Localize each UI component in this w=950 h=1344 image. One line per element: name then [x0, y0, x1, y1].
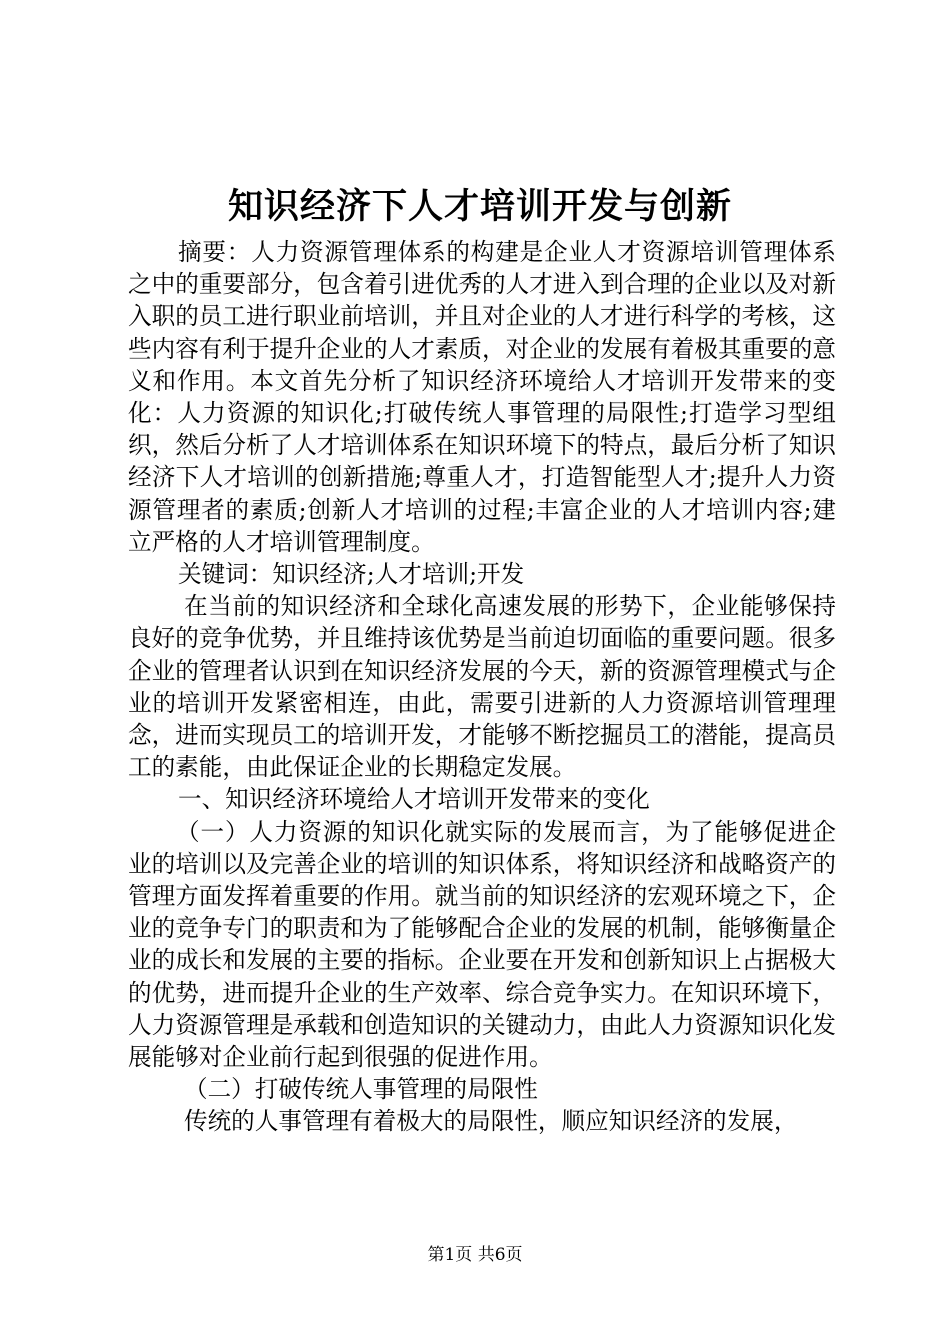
abstract-paragraph: 摘要：人力资源管理体系的构建是企业人才资源培训管理体系之中的重要部分，包含着引进优秀的人才进入到合理的企业以及对新入职的员工进行职业前培训，并且对企业的人才进行科学的考核，这些内容有利于提升企业的人才素质，对企业的发展有着极其重要的意义和作用。本文首先分析了知识经济环境给人才培训开发带来的变化：人力资源的知识化;打破传统人事管理的局限性;打造学习型组织，然后分析了人才培训体系在知识环境下的特点，最后分析了知识经济下人才培训的创新措施;尊重人才，打造智能型人才;提升人力资源管理者的素质;创新人才培训的过程;丰富企业的人才培训内容;建立严格的人才培训管理制度。	[128, 238, 836, 556]
page-footer: 第1页 共6页	[427, 1245, 523, 1265]
page-title: 知识经济下人才培训开发与创新	[227, 186, 732, 227]
section-heading-1: 一、知识经济环境给人才培训开发带来的变化	[178, 785, 650, 814]
subsection-2-paragraph: 传统的人事管理有着极大的局限性，顺应知识经济的发展，	[184, 1107, 798, 1136]
subsection-heading-2: （二）打破传统人事管理的局限性	[184, 1075, 538, 1104]
intro-paragraph: 在当前的知识经济和全球化高速发展的形势下，企业能够保持良好的竞争优势，并且维持该优势是当前迫切面临的重要问题。很多企业的管理者认识到在知识经济发展的今天，新的资源管理模式与企业的培训开发紧密相连，由此，需要引进新的人力资源培训管理理念，进而实现员工的培训开发，才能够不断挖掘员工的潜能，提高员工的素能，由此保证企业的长期稳定发展。	[128, 592, 836, 782]
keywords-paragraph: 关键词：知识经济;人才培训;开发	[178, 560, 525, 589]
subsection-1-paragraph: （一）人力资源的知识化就实际的发展而言，为了能够促进企业的培训以及完善企业的培训的知识体系，将知识经济和战略资产的管理方面发挥着重要的作用。就当前的知识经济的宏观环境之下，企业的竞争专门的职责和为了能够配合企业的发展的机制，能够衡量企业的成长和发展的主要的指标。企业要在开发和创新知识上占据极大的优势，进而提升企业的生产效率、综合竞争实力。在知识环境下，人力资源管理是承载和创造知识的关键动力，由此人力资源知识化发展能够对企业前行起到很强的促进作用。	[128, 817, 836, 1072]
document-body	[128, 236, 836, 1138]
